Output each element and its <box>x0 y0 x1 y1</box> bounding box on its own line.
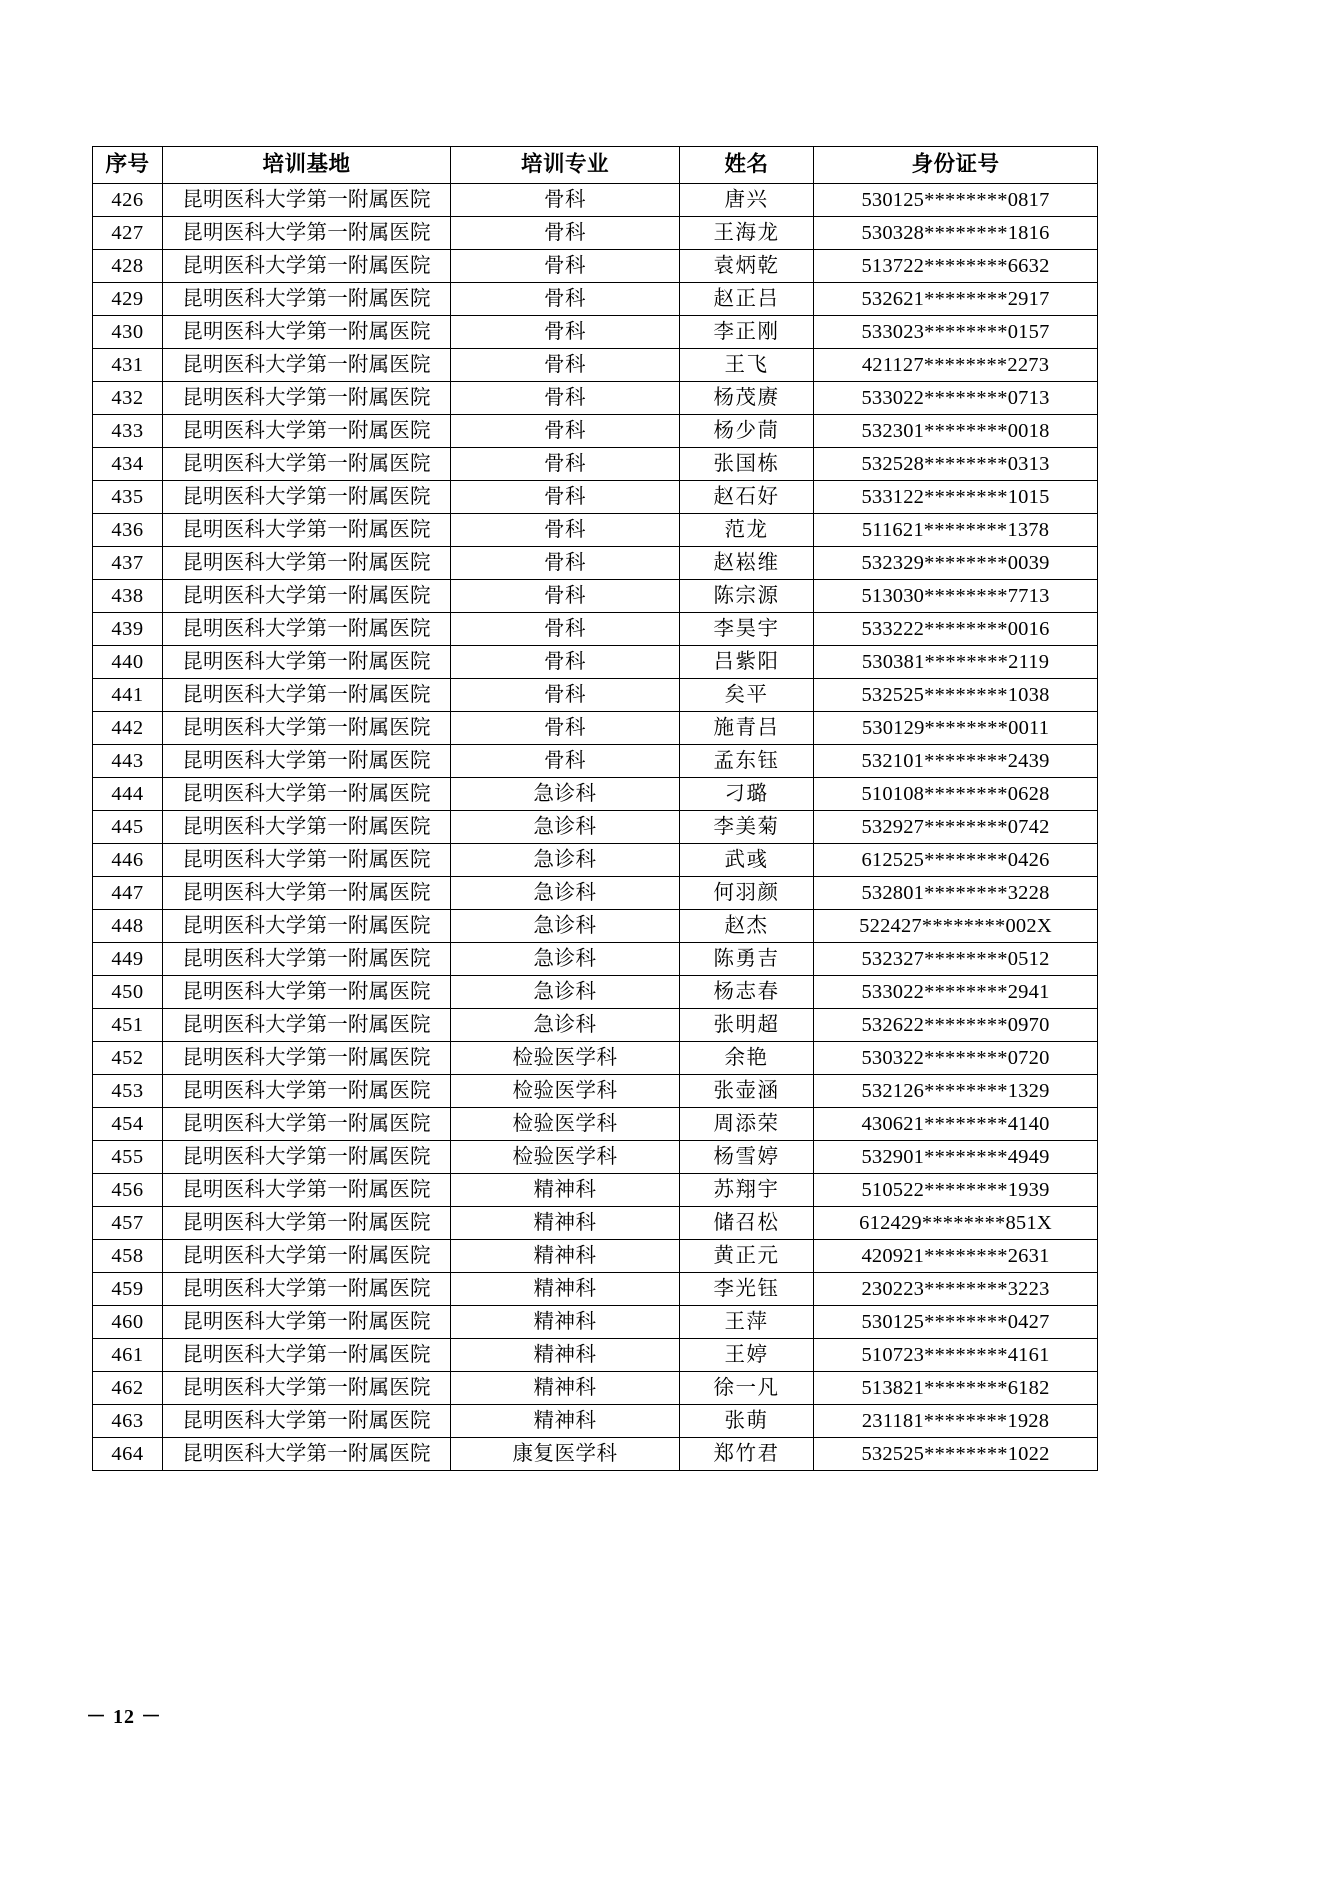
cell-seq: 440 <box>93 646 163 679</box>
cell-id: 533023********0157 <box>814 316 1098 349</box>
cell-name: 矣平 <box>680 679 814 712</box>
cell-name: 王萍 <box>680 1306 814 1339</box>
cell-id: 530125********0817 <box>814 184 1098 217</box>
cell-id: 532329********0039 <box>814 547 1098 580</box>
cell-base: 昆明医科大学第一附属医院 <box>163 910 451 943</box>
cell-name: 余艳 <box>680 1042 814 1075</box>
cell-major: 精神科 <box>451 1306 680 1339</box>
cell-base: 昆明医科大学第一附属医院 <box>163 481 451 514</box>
table-row <box>93 547 1098 580</box>
cell-base: 昆明医科大学第一附属医院 <box>163 250 451 283</box>
table-row <box>93 1207 1098 1240</box>
table-row <box>93 1438 1098 1471</box>
cell-id: 533122********1015 <box>814 481 1098 514</box>
table-row <box>93 1075 1098 1108</box>
cell-base: 昆明医科大学第一附属医院 <box>163 811 451 844</box>
cell-id: 532528********0313 <box>814 448 1098 481</box>
cell-major: 骨科 <box>451 679 680 712</box>
cell-major: 精神科 <box>451 1273 680 1306</box>
cell-name: 施青吕 <box>680 712 814 745</box>
cell-base: 昆明医科大学第一附属医院 <box>163 1075 451 1108</box>
cell-seq: 453 <box>93 1075 163 1108</box>
cell-name: 杨茂赓 <box>680 382 814 415</box>
cell-major: 骨科 <box>451 217 680 250</box>
cell-name: 李光钰 <box>680 1273 814 1306</box>
cell-id: 430621********4140 <box>814 1108 1098 1141</box>
cell-base: 昆明医科大学第一附属医院 <box>163 580 451 613</box>
cell-seq: 436 <box>93 514 163 547</box>
cell-seq: 427 <box>93 217 163 250</box>
cell-id: 533022********0713 <box>814 382 1098 415</box>
table-row <box>93 1372 1098 1405</box>
column-header-base: 培训基地 <box>163 147 451 184</box>
cell-major: 精神科 <box>451 1339 680 1372</box>
cell-name: 李美菊 <box>680 811 814 844</box>
cell-name: 黄正元 <box>680 1240 814 1273</box>
cell-base: 昆明医科大学第一附属医院 <box>163 283 451 316</box>
cell-name: 孟东钰 <box>680 745 814 778</box>
cell-base: 昆明医科大学第一附属医院 <box>163 712 451 745</box>
cell-name: 赵崧维 <box>680 547 814 580</box>
cell-base: 昆明医科大学第一附属医院 <box>163 976 451 1009</box>
cell-major: 骨科 <box>451 184 680 217</box>
cell-major: 骨科 <box>451 514 680 547</box>
cell-seq: 459 <box>93 1273 163 1306</box>
cell-base: 昆明医科大学第一附属医院 <box>163 415 451 448</box>
table-row <box>93 1240 1098 1273</box>
cell-seq: 461 <box>93 1339 163 1372</box>
table-row <box>93 910 1098 943</box>
cell-base: 昆明医科大学第一附属医院 <box>163 1174 451 1207</box>
cell-base: 昆明医科大学第一附属医院 <box>163 316 451 349</box>
cell-seq: 437 <box>93 547 163 580</box>
cell-major: 急诊科 <box>451 778 680 811</box>
cell-major: 骨科 <box>451 316 680 349</box>
table-row <box>93 481 1098 514</box>
table-row <box>93 646 1098 679</box>
cell-base: 昆明医科大学第一附属医院 <box>163 1306 451 1339</box>
cell-seq: 431 <box>93 349 163 382</box>
cell-name: 王婷 <box>680 1339 814 1372</box>
cell-major: 急诊科 <box>451 844 680 877</box>
cell-name: 李正刚 <box>680 316 814 349</box>
table-row <box>93 976 1098 1009</box>
table-row <box>93 184 1098 217</box>
table-row <box>93 811 1098 844</box>
cell-id: 612429********851X <box>814 1207 1098 1240</box>
cell-base: 昆明医科大学第一附属医院 <box>163 679 451 712</box>
cell-seq: 433 <box>93 415 163 448</box>
cell-name: 陈勇吉 <box>680 943 814 976</box>
cell-major: 急诊科 <box>451 1009 680 1042</box>
cell-major: 精神科 <box>451 1372 680 1405</box>
cell-id: 421127********2273 <box>814 349 1098 382</box>
cell-seq: 451 <box>93 1009 163 1042</box>
cell-name: 周添荣 <box>680 1108 814 1141</box>
cell-id: 530129********0011 <box>814 712 1098 745</box>
table-row <box>93 877 1098 910</box>
cell-seq: 442 <box>93 712 163 745</box>
cell-seq: 426 <box>93 184 163 217</box>
table-row <box>93 712 1098 745</box>
cell-name: 赵石好 <box>680 481 814 514</box>
cell-id: 532101********2439 <box>814 745 1098 778</box>
table-header <box>93 147 1098 184</box>
cell-seq: 452 <box>93 1042 163 1075</box>
cell-base: 昆明医科大学第一附属医院 <box>163 1207 451 1240</box>
cell-base: 昆明医科大学第一附属医院 <box>163 613 451 646</box>
cell-major: 骨科 <box>451 745 680 778</box>
cell-name: 赵正吕 <box>680 283 814 316</box>
cell-id: 510723********4161 <box>814 1339 1098 1372</box>
table-row <box>93 415 1098 448</box>
cell-base: 昆明医科大学第一附属医院 <box>163 1042 451 1075</box>
cell-name: 赵杰 <box>680 910 814 943</box>
table-row <box>93 349 1098 382</box>
table-row <box>93 1009 1098 1042</box>
cell-name: 王海龙 <box>680 217 814 250</box>
cell-id: 532525********1038 <box>814 679 1098 712</box>
cell-seq: 428 <box>93 250 163 283</box>
cell-id: 510522********1939 <box>814 1174 1098 1207</box>
cell-id: 532301********0018 <box>814 415 1098 448</box>
cell-seq: 447 <box>93 877 163 910</box>
cell-base: 昆明医科大学第一附属医院 <box>163 1339 451 1372</box>
table-row <box>93 448 1098 481</box>
cell-major: 检验医学科 <box>451 1042 680 1075</box>
cell-major: 骨科 <box>451 712 680 745</box>
table-row <box>93 580 1098 613</box>
cell-id: 420921********2631 <box>814 1240 1098 1273</box>
cell-seq: 463 <box>93 1405 163 1438</box>
cell-name: 陈宗源 <box>680 580 814 613</box>
cell-major: 骨科 <box>451 382 680 415</box>
cell-id: 230223********3223 <box>814 1273 1098 1306</box>
cell-major: 精神科 <box>451 1174 680 1207</box>
cell-seq: 464 <box>93 1438 163 1471</box>
cell-name: 储召松 <box>680 1207 814 1240</box>
cell-name: 唐兴 <box>680 184 814 217</box>
cell-seq: 460 <box>93 1306 163 1339</box>
cell-major: 骨科 <box>451 349 680 382</box>
cell-id: 532801********3228 <box>814 877 1098 910</box>
table-row <box>93 1273 1098 1306</box>
cell-id: 532901********4949 <box>814 1141 1098 1174</box>
cell-major: 精神科 <box>451 1405 680 1438</box>
table-row <box>93 1306 1098 1339</box>
cell-id: 532622********0970 <box>814 1009 1098 1042</box>
column-header-seq: 序号 <box>93 147 163 184</box>
cell-seq: 441 <box>93 679 163 712</box>
cell-name: 张壶涵 <box>680 1075 814 1108</box>
cell-id: 513821********6182 <box>814 1372 1098 1405</box>
cell-seq: 430 <box>93 316 163 349</box>
cell-base: 昆明医科大学第一附属医院 <box>163 547 451 580</box>
cell-major: 检验医学科 <box>451 1075 680 1108</box>
cell-base: 昆明医科大学第一附属医院 <box>163 745 451 778</box>
cell-base: 昆明医科大学第一附属医院 <box>163 1438 451 1471</box>
cell-major: 骨科 <box>451 580 680 613</box>
cell-id: 522427********002X <box>814 910 1098 943</box>
cell-id: 511621********1378 <box>814 514 1098 547</box>
cell-id: 513030********7713 <box>814 580 1098 613</box>
table-row <box>93 1405 1098 1438</box>
cell-name: 苏翔宇 <box>680 1174 814 1207</box>
cell-major: 骨科 <box>451 448 680 481</box>
table-row <box>93 745 1098 778</box>
table-row <box>93 514 1098 547</box>
cell-major: 精神科 <box>451 1207 680 1240</box>
cell-id: 532525********1022 <box>814 1438 1098 1471</box>
cell-id: 532126********1329 <box>814 1075 1098 1108</box>
cell-name: 杨少茼 <box>680 415 814 448</box>
cell-seq: 450 <box>93 976 163 1009</box>
cell-seq: 439 <box>93 613 163 646</box>
column-header-name: 姓名 <box>680 147 814 184</box>
cell-seq: 443 <box>93 745 163 778</box>
table-row <box>93 679 1098 712</box>
table-body <box>93 184 1098 1471</box>
cell-name: 武彧 <box>680 844 814 877</box>
cell-id: 530125********0427 <box>814 1306 1098 1339</box>
table-row <box>93 778 1098 811</box>
cell-id: 533222********0016 <box>814 613 1098 646</box>
cell-base: 昆明医科大学第一附属医院 <box>163 1108 451 1141</box>
cell-major: 急诊科 <box>451 811 680 844</box>
roster-table <box>92 146 1098 1471</box>
cell-major: 骨科 <box>451 547 680 580</box>
table-row <box>93 217 1098 250</box>
cell-name: 张国栋 <box>680 448 814 481</box>
roster-table-container <box>92 146 1097 1471</box>
cell-seq: 458 <box>93 1240 163 1273</box>
cell-id: 530381********2119 <box>814 646 1098 679</box>
cell-major: 急诊科 <box>451 943 680 976</box>
cell-major: 骨科 <box>451 481 680 514</box>
cell-id: 532927********0742 <box>814 811 1098 844</box>
cell-name: 王飞 <box>680 349 814 382</box>
cell-name: 李昊宇 <box>680 613 814 646</box>
cell-seq: 456 <box>93 1174 163 1207</box>
cell-base: 昆明医科大学第一附属医院 <box>163 448 451 481</box>
table-row <box>93 1042 1098 1075</box>
cell-id: 231181********1928 <box>814 1405 1098 1438</box>
cell-id: 530328********1816 <box>814 217 1098 250</box>
cell-base: 昆明医科大学第一附属医院 <box>163 382 451 415</box>
cell-name: 徐一凡 <box>680 1372 814 1405</box>
cell-base: 昆明医科大学第一附属医院 <box>163 514 451 547</box>
cell-id: 510108********0628 <box>814 778 1098 811</box>
cell-seq: 455 <box>93 1141 163 1174</box>
cell-seq: 438 <box>93 580 163 613</box>
cell-name: 郑竹君 <box>680 1438 814 1471</box>
cell-major: 骨科 <box>451 283 680 316</box>
page-number: － 12 － <box>86 1706 162 1728</box>
cell-name: 杨雪婷 <box>680 1141 814 1174</box>
table-row <box>93 283 1098 316</box>
cell-base: 昆明医科大学第一附属医院 <box>163 217 451 250</box>
cell-seq: 448 <box>93 910 163 943</box>
table-row <box>93 316 1098 349</box>
cell-seq: 445 <box>93 811 163 844</box>
cell-base: 昆明医科大学第一附属医院 <box>163 184 451 217</box>
cell-name: 张明超 <box>680 1009 814 1042</box>
table-row <box>93 1141 1098 1174</box>
cell-base: 昆明医科大学第一附属医院 <box>163 778 451 811</box>
cell-seq: 446 <box>93 844 163 877</box>
cell-name: 张萌 <box>680 1405 814 1438</box>
cell-id: 612525********0426 <box>814 844 1098 877</box>
table-row <box>93 382 1098 415</box>
table-row <box>93 943 1098 976</box>
cell-base: 昆明医科大学第一附属医院 <box>163 844 451 877</box>
cell-base: 昆明医科大学第一附属医院 <box>163 646 451 679</box>
cell-major: 骨科 <box>451 613 680 646</box>
cell-name: 范龙 <box>680 514 814 547</box>
cell-id: 530322********0720 <box>814 1042 1098 1075</box>
cell-base: 昆明医科大学第一附属医院 <box>163 1405 451 1438</box>
column-header-id: 身份证号 <box>814 147 1098 184</box>
table-header-row <box>93 147 1098 184</box>
cell-base: 昆明医科大学第一附属医院 <box>163 1372 451 1405</box>
cell-base: 昆明医科大学第一附属医院 <box>163 1009 451 1042</box>
cell-major: 检验医学科 <box>451 1108 680 1141</box>
table-row <box>93 844 1098 877</box>
cell-seq: 434 <box>93 448 163 481</box>
cell-major: 康复医学科 <box>451 1438 680 1471</box>
cell-seq: 429 <box>93 283 163 316</box>
cell-major: 检验医学科 <box>451 1141 680 1174</box>
cell-id: 532621********2917 <box>814 283 1098 316</box>
cell-major: 急诊科 <box>451 910 680 943</box>
cell-major: 精神科 <box>451 1240 680 1273</box>
cell-name: 何羽颜 <box>680 877 814 910</box>
cell-name: 袁炳乾 <box>680 250 814 283</box>
table-row <box>93 1339 1098 1372</box>
cell-major: 急诊科 <box>451 976 680 1009</box>
cell-major: 骨科 <box>451 415 680 448</box>
cell-name: 吕紫阳 <box>680 646 814 679</box>
cell-name: 刁璐 <box>680 778 814 811</box>
cell-base: 昆明医科大学第一附属医院 <box>163 1240 451 1273</box>
cell-seq: 435 <box>93 481 163 514</box>
table-row <box>93 250 1098 283</box>
cell-seq: 444 <box>93 778 163 811</box>
column-header-major: 培训专业 <box>451 147 680 184</box>
cell-id: 532327********0512 <box>814 943 1098 976</box>
cell-base: 昆明医科大学第一附属医院 <box>163 943 451 976</box>
table-row <box>93 613 1098 646</box>
table-row <box>93 1174 1098 1207</box>
cell-major: 骨科 <box>451 250 680 283</box>
cell-base: 昆明医科大学第一附属医院 <box>163 877 451 910</box>
cell-seq: 457 <box>93 1207 163 1240</box>
cell-seq: 432 <box>93 382 163 415</box>
cell-base: 昆明医科大学第一附属医院 <box>163 1273 451 1306</box>
cell-id: 513722********6632 <box>814 250 1098 283</box>
cell-id: 533022********2941 <box>814 976 1098 1009</box>
cell-seq: 454 <box>93 1108 163 1141</box>
cell-seq: 449 <box>93 943 163 976</box>
cell-base: 昆明医科大学第一附属医院 <box>163 1141 451 1174</box>
cell-major: 急诊科 <box>451 877 680 910</box>
cell-seq: 462 <box>93 1372 163 1405</box>
cell-name: 杨志春 <box>680 976 814 1009</box>
table-row <box>93 1108 1098 1141</box>
cell-base: 昆明医科大学第一附属医院 <box>163 349 451 382</box>
cell-major: 骨科 <box>451 646 680 679</box>
